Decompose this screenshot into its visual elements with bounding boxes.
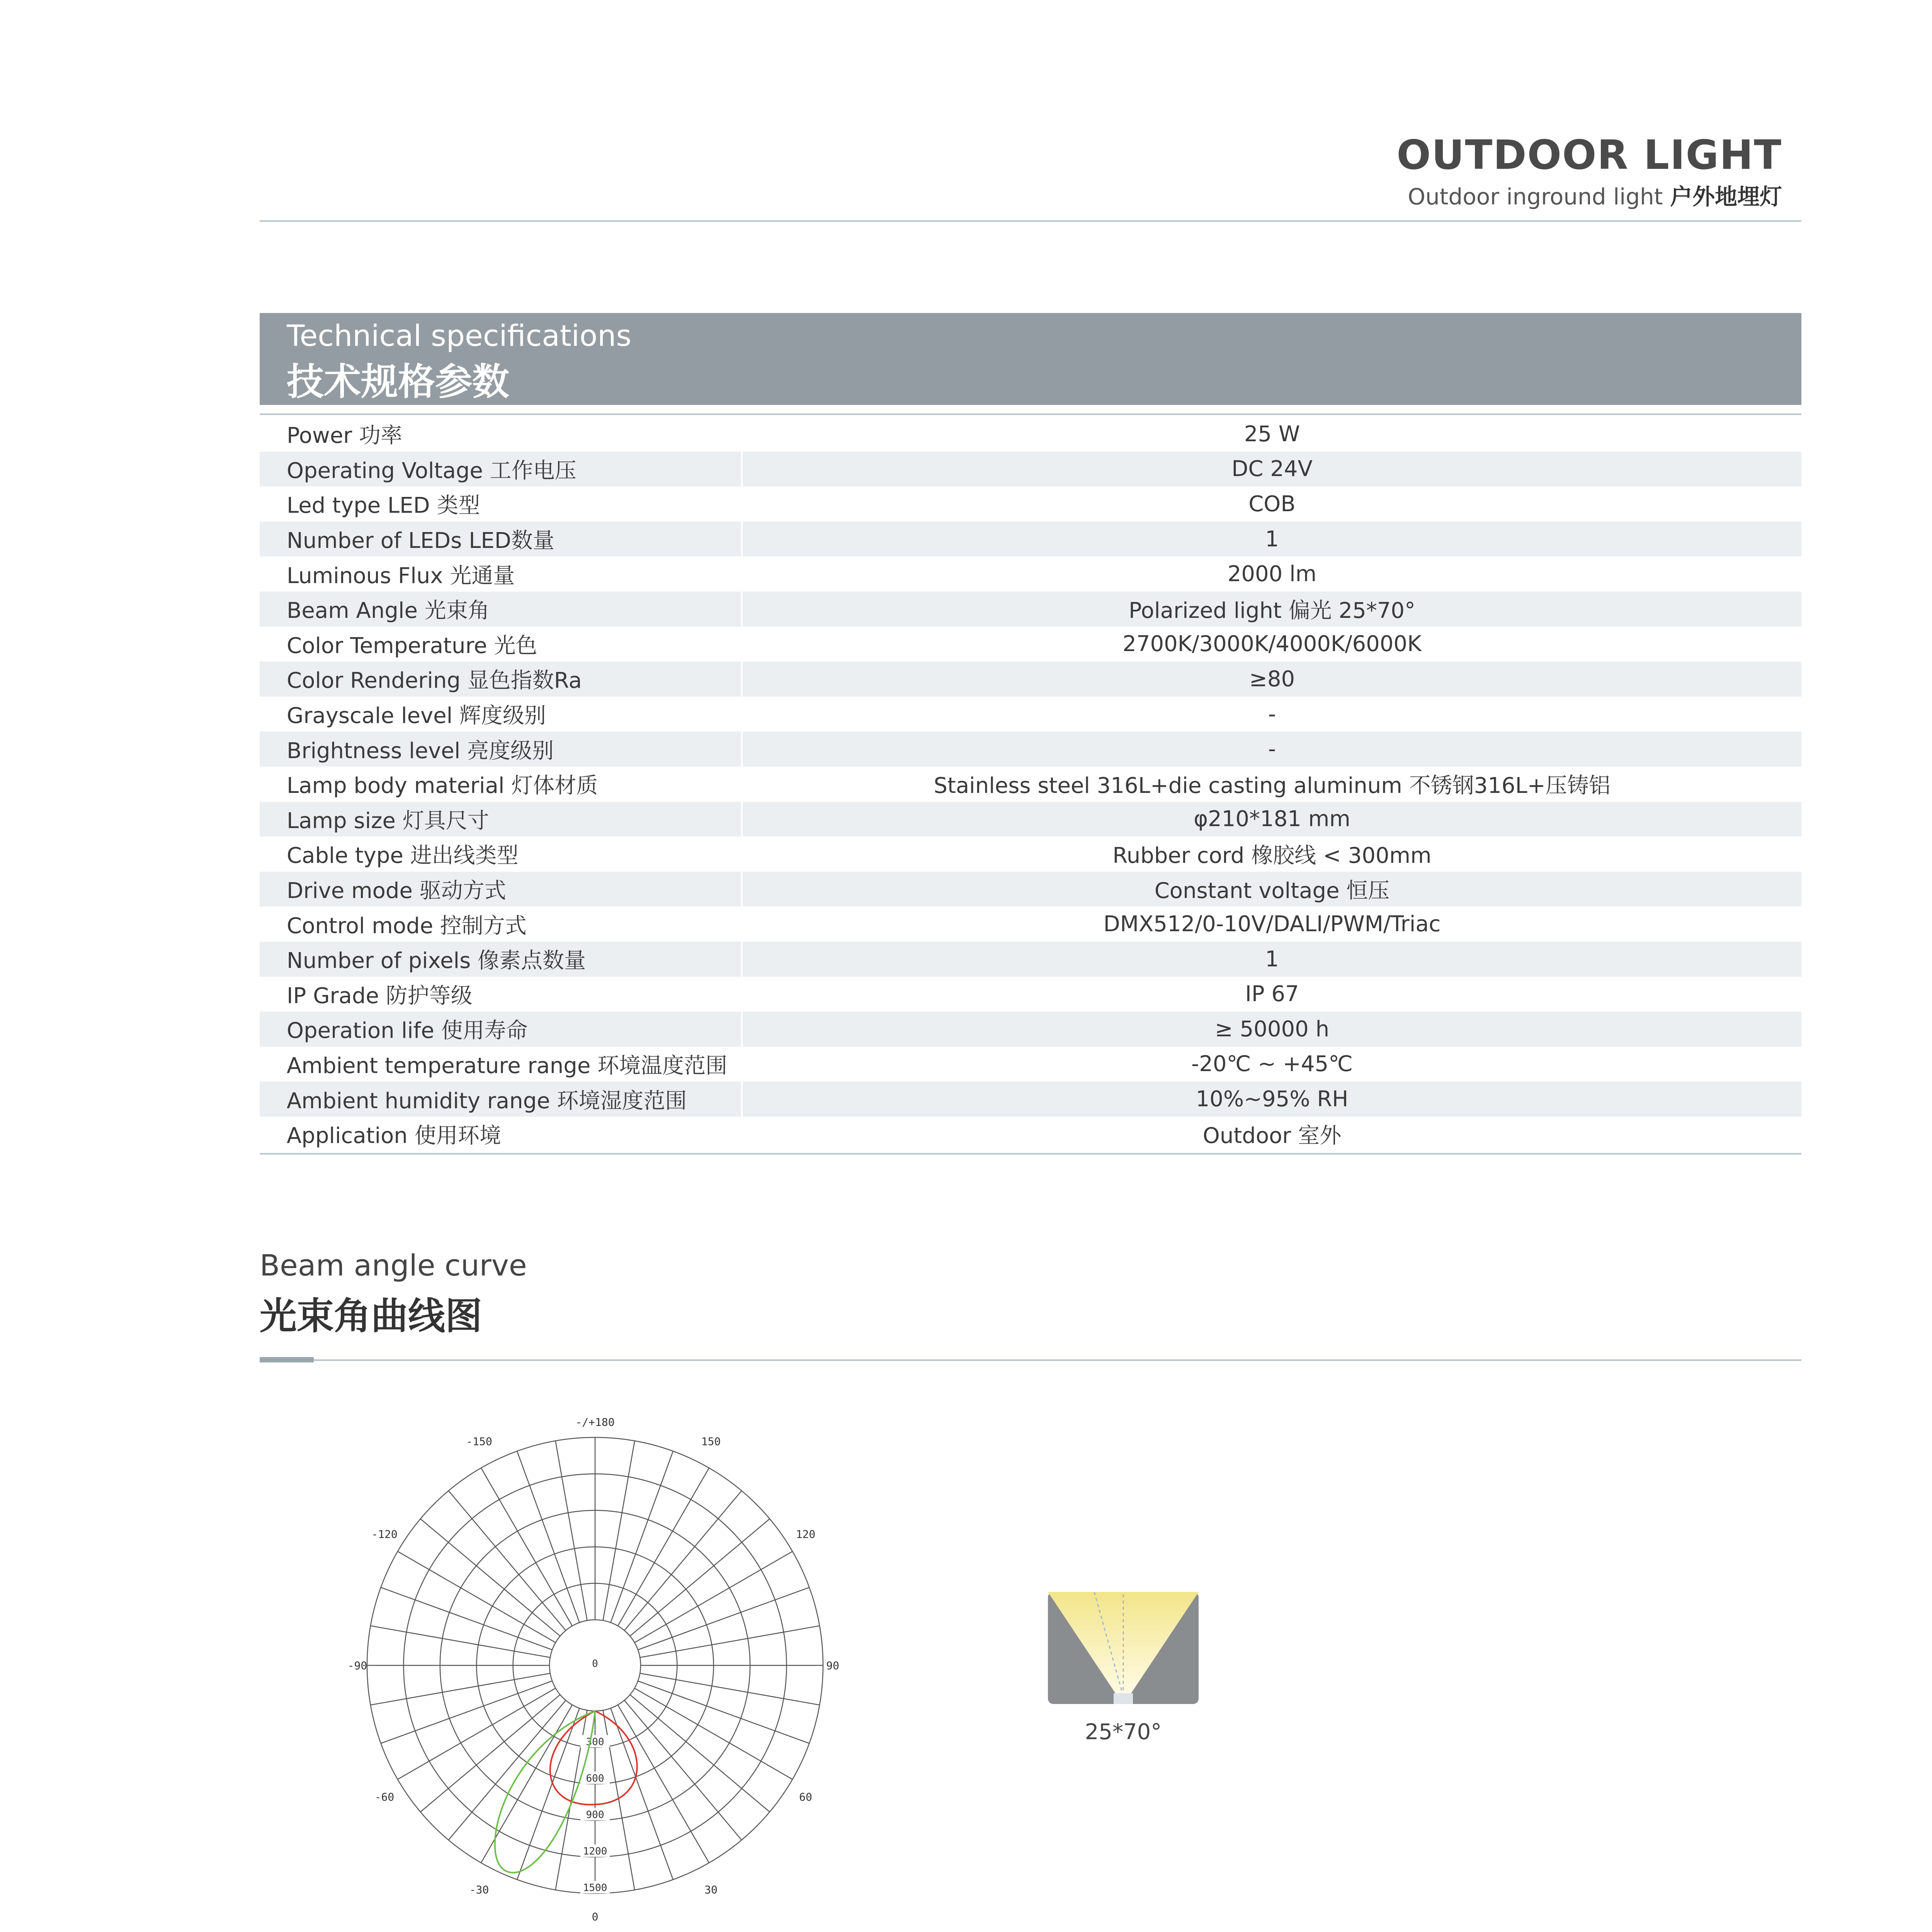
spec-value: Constant voltage 恒压 — [1154, 878, 1390, 904]
spec-label: Application 使用环境 — [260, 1117, 743, 1152]
polar-angle-label: 120 — [796, 1528, 816, 1541]
spec-label: Ambient humidity range 环境湿度范围 — [260, 1082, 743, 1117]
subtitle-en: Outdoor inground light — [1408, 184, 1663, 210]
spec-row — [260, 1082, 1801, 1117]
polar-radial-label: 600 — [586, 1772, 604, 1784]
spec-row — [260, 662, 1801, 697]
polar-radial-label: 1500 — [583, 1882, 607, 1894]
specs-heading-band — [260, 313, 1801, 405]
spec-label: Lamp body material 灯体材质 — [260, 767, 743, 802]
spec-row — [260, 452, 1801, 487]
beam-divider — [260, 1359, 1801, 1361]
polar-spoke — [638, 1681, 810, 1743]
polar-angle-label: -/+180 — [575, 1416, 615, 1429]
polar-spoke — [556, 1441, 587, 1621]
polar-angle-label: -120 — [371, 1528, 398, 1541]
spec-label: Operating Voltage 工作电压 — [260, 452, 743, 487]
polar-spoke — [640, 1626, 820, 1658]
polar-beam-chart — [332, 1406, 858, 1924]
polar-spoke — [420, 1695, 560, 1812]
polar-spoke — [638, 1587, 810, 1650]
polar-spoke — [624, 1700, 742, 1840]
spec-row — [260, 767, 1801, 802]
specs-table — [260, 417, 1801, 1151]
spec-label: Beam Angle 光束角 — [260, 592, 743, 627]
polar-spoke — [630, 1519, 770, 1636]
polar-angle-label: 60 — [799, 1791, 812, 1803]
polar-spoke — [420, 1519, 560, 1636]
spec-label: Grayscale level 辉度级别 — [260, 697, 743, 732]
spec-row — [260, 906, 1801, 942]
spec-label: Color Rendering 显色指数Ra — [260, 662, 743, 697]
polar-angle-label: -150 — [466, 1435, 492, 1448]
spec-row — [260, 872, 1801, 907]
spec-row — [260, 837, 1801, 872]
spec-row — [260, 592, 1801, 627]
spec-row — [260, 627, 1801, 662]
polar-angle-label: -60 — [374, 1791, 395, 1803]
polar-radial-label: 0 — [592, 1658, 598, 1670]
polar-radial-label: 300 — [586, 1736, 604, 1748]
polar-angle-label: -90 — [347, 1659, 367, 1672]
polar-angle-label: 30 — [704, 1883, 718, 1896]
spec-row — [260, 697, 1801, 732]
beam-heading-en: Beam angle curve — [260, 1248, 527, 1282]
polar-spoke — [517, 1451, 579, 1623]
spec-row — [260, 802, 1801, 837]
spec-value: Stainless steel 316L+die casting aluminum 不锈钢316L+压铸铝 — [934, 773, 1611, 799]
polar-angle-label: 0 — [592, 1910, 599, 1923]
spec-label: Number of pixels 像素点数量 — [260, 942, 743, 977]
spec-row — [260, 977, 1801, 1012]
spec-value: 2700K/3000K/4000K/6000K — [1122, 631, 1422, 657]
spec-value: -20℃ ~ +45℃ — [1191, 1051, 1353, 1077]
spec-label: Ambient temperature range 环境温度范围 — [260, 1047, 743, 1082]
specs-heading-zh: 技术规格参数 — [287, 360, 509, 403]
spec-label: Led type LED 类型 — [260, 486, 743, 522]
spec-row — [260, 522, 1801, 557]
polar-spoke — [449, 1491, 566, 1631]
polar-angle-label: 90 — [826, 1659, 839, 1672]
spec-label: IP Grade 防护等级 — [260, 977, 743, 1012]
spec-label: Power 功率 — [260, 417, 743, 452]
specs-bottom-rule — [260, 1153, 1801, 1155]
spec-row — [260, 942, 1801, 977]
polar-spoke — [611, 1451, 673, 1623]
beam-heading-zh: 光束角曲线图 — [260, 1294, 482, 1338]
polar-spoke — [624, 1491, 742, 1631]
spec-label: Brightness level 亮度级别 — [260, 731, 743, 767]
beam-curve-green — [495, 1711, 595, 1872]
spec-value: φ210*181 mm — [1194, 806, 1350, 832]
beam-caption: 25*70° — [1085, 1719, 1162, 1745]
spec-row — [260, 417, 1801, 452]
spec-row — [260, 731, 1801, 767]
page-subtitle — [1408, 179, 1782, 211]
spec-value: DC 24V — [1231, 456, 1313, 482]
polar-spoke — [603, 1441, 634, 1621]
polar-spoke — [640, 1673, 820, 1705]
polar-spoke — [371, 1673, 550, 1705]
spec-value: COB — [1248, 491, 1296, 517]
spec-value: IP 67 — [1245, 981, 1299, 1007]
polar-spoke — [371, 1626, 550, 1658]
spec-value: 10%~95% RH — [1196, 1087, 1349, 1112]
subtitle-zh: 户外地埋灯 — [1670, 184, 1782, 210]
spec-value: 1 — [1265, 946, 1279, 972]
spec-row — [260, 1117, 1801, 1152]
polar-radial-label: 900 — [586, 1809, 604, 1821]
specs-top-rule — [260, 413, 1801, 415]
spec-row — [260, 556, 1801, 592]
spec-value: 2000 lm — [1227, 561, 1317, 587]
spec-value: - — [1268, 701, 1276, 727]
spec-value: ≥ 50000 h — [1214, 1016, 1330, 1042]
spec-label: Color Temperature 光色 — [260, 627, 743, 662]
spec-row — [260, 486, 1801, 522]
spec-label: Lamp size 灯具尺寸 — [260, 802, 743, 837]
header-divider — [260, 220, 1801, 222]
spec-label: Operation life 使用寿命 — [260, 1012, 743, 1047]
page-title: OUTDOOR LIGHT — [1396, 131, 1782, 179]
spec-label: Drive mode 驱动方式 — [260, 872, 743, 907]
polar-spoke — [449, 1700, 566, 1840]
polar-spoke — [517, 1708, 579, 1880]
spec-row — [260, 1047, 1801, 1082]
beam-illustration-icon — [1048, 1592, 1199, 1704]
spec-value: ≥80 — [1249, 666, 1295, 692]
polar-spoke — [381, 1681, 553, 1743]
spec-row — [260, 1012, 1801, 1047]
beam-divider-accent — [260, 1357, 314, 1362]
spec-value: Rubber cord 橡胶线 < 300mm — [1112, 843, 1432, 869]
polar-spoke — [381, 1587, 553, 1650]
spec-value: 1 — [1265, 526, 1279, 552]
spec-label: Control mode 控制方式 — [260, 906, 743, 942]
spec-value: Polarized light 偏光 25*70° — [1129, 598, 1415, 624]
spec-value: 25 W — [1244, 421, 1300, 447]
spec-label: Number of LEDs LED数量 — [260, 522, 743, 557]
spec-value: - — [1268, 736, 1276, 762]
polar-spoke — [630, 1695, 770, 1812]
spec-value: Outdoor 室外 — [1202, 1123, 1342, 1149]
polar-spoke — [611, 1708, 673, 1880]
polar-angle-label: 150 — [701, 1435, 721, 1448]
polar-radial-label: 1200 — [583, 1845, 607, 1857]
spec-value: DMX512/0-10V/DALI/PWM/Triac — [1103, 912, 1441, 937]
spec-label: Luminous Flux 光通量 — [260, 556, 743, 592]
specs-heading-en: Technical specifications — [287, 318, 632, 353]
polar-angle-label: -30 — [469, 1883, 489, 1896]
spec-label: Cable type 进出线类型 — [260, 837, 743, 872]
